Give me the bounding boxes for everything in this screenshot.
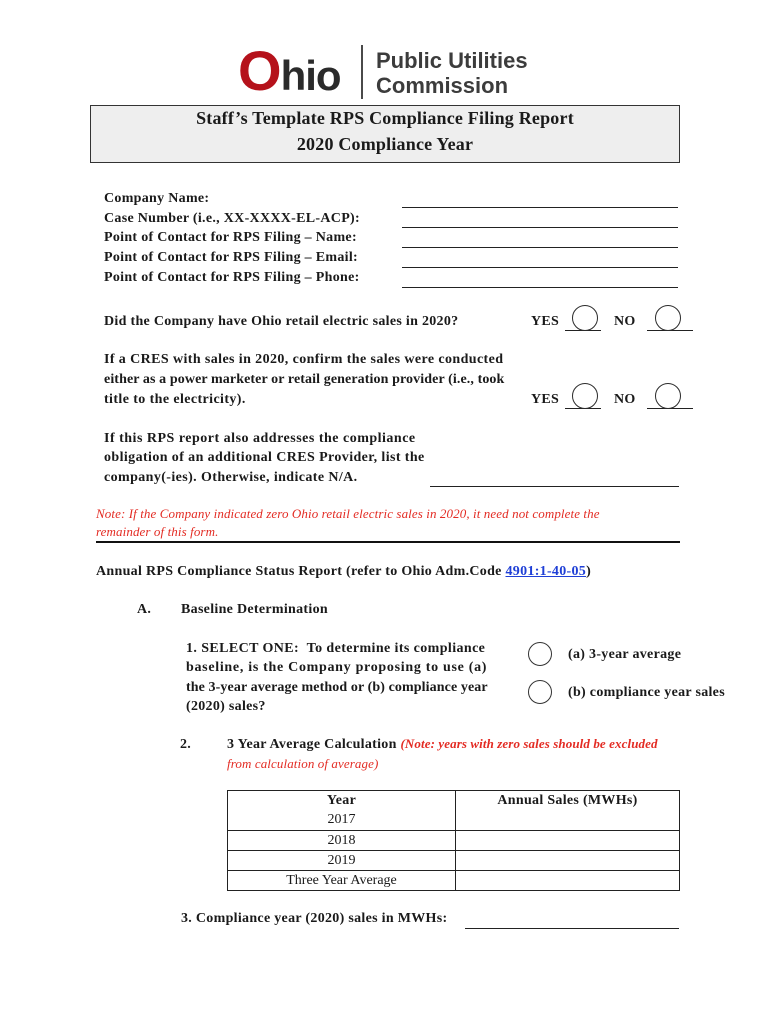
contact-name-label: Point of Contact for RPS Filing – Name: bbox=[104, 230, 357, 245]
section-heading-text: Annual RPS Compliance Status Report (refer to Ohio Adm.Code bbox=[96, 564, 506, 579]
contact-name-field[interactable] bbox=[402, 230, 678, 248]
ohio-sales-yes-label: YES bbox=[531, 314, 560, 329]
section-heading bbox=[96, 562, 591, 582]
item1-line1: 1. SELECT ONE: To determine its compliance bbox=[186, 641, 486, 656]
item1-line3: the 3-year average method or (b) compliance year bbox=[186, 680, 488, 695]
annual-sales-input[interactable] bbox=[456, 851, 679, 869]
title-box bbox=[90, 105, 680, 163]
cres-question-line1: If a CRES with sales in 2020, confirm the sales were conducted bbox=[104, 352, 504, 367]
compliance-year-sales-option-label: (b) compliance year sales bbox=[568, 685, 725, 700]
item2-note-line1: (Note: years with zero sales should be excluded bbox=[400, 736, 658, 751]
ohio-sales-no-radio[interactable] bbox=[655, 305, 681, 331]
cres-yes-label: YES bbox=[531, 392, 560, 407]
table-row bbox=[228, 871, 680, 891]
ohio-wordmark-logo: Ohio bbox=[238, 39, 341, 102]
table-cell-annual-sales bbox=[456, 851, 680, 871]
item2-note-line2: from calculation of average) bbox=[227, 756, 379, 771]
three-year-average-option-label: (a) 3-year average bbox=[568, 647, 682, 662]
logo-divider bbox=[361, 45, 363, 99]
logo-org-line2: Commission bbox=[376, 73, 509, 98]
table-header-year: Year bbox=[228, 791, 456, 811]
item2-heading bbox=[227, 735, 658, 755]
report-title: Staff’s Template RPS Compliance Filing Report bbox=[196, 108, 574, 128]
ohio-sales-question: Did the Company have Ohio retail electric sales in 2020? bbox=[104, 314, 459, 329]
contact-email-field[interactable] bbox=[402, 250, 678, 268]
table-header-annual-sales: Annual Sales (MWHs) bbox=[456, 791, 680, 811]
part-a-title: Baseline Determination bbox=[181, 602, 328, 617]
cres-yes-radio[interactable] bbox=[572, 383, 598, 409]
part-a-letter: A. bbox=[137, 602, 152, 617]
table-row bbox=[228, 811, 680, 831]
cres-question-line3: title to the electricity). bbox=[104, 392, 246, 407]
item2-title: 3 Year Average Calculation bbox=[227, 737, 397, 752]
table-cell-year: 2017 bbox=[228, 811, 456, 831]
additional-cres-line1: If this RPS report also addresses the compliance bbox=[104, 431, 416, 446]
table-cell-year: Three Year Average bbox=[228, 871, 456, 891]
zero-sales-note-line2: remainder of this form. bbox=[96, 524, 219, 539]
cres-no-radio[interactable] bbox=[655, 383, 681, 409]
table-cell-year: 2019 bbox=[228, 851, 456, 871]
annual-sales-input[interactable] bbox=[456, 811, 679, 829]
three-year-average-table bbox=[227, 790, 680, 891]
table-cell-year: 2018 bbox=[228, 831, 456, 851]
section-heading-suffix: ) bbox=[586, 564, 592, 579]
adm-code-link[interactable]: 4901:1-40-05 bbox=[505, 564, 587, 579]
additional-cres-line3: company(-ies). Otherwise, indicate N/A. bbox=[104, 470, 358, 485]
item1-line4: (2020) sales? bbox=[186, 699, 266, 714]
case-number-label: Case Number (i.e., XX-XXXX-EL-ACP): bbox=[104, 211, 360, 226]
three-year-average-radio[interactable] bbox=[528, 642, 552, 666]
company-name-label: Company Name: bbox=[104, 191, 210, 206]
contact-phone-field[interactable] bbox=[402, 270, 678, 288]
annual-sales-input[interactable] bbox=[456, 871, 679, 889]
item1-line2: baseline, is the Company proposing to use (a) bbox=[186, 660, 488, 675]
table-cell-annual-sales bbox=[456, 811, 680, 831]
additional-cres-line2: obligation of an additional CRES Provider, list the bbox=[104, 450, 425, 465]
ohio-sales-no-label: NO bbox=[614, 314, 636, 329]
section-divider bbox=[96, 541, 680, 543]
annual-sales-input[interactable] bbox=[456, 831, 679, 849]
table-cell-annual-sales bbox=[456, 831, 680, 851]
additional-cres-field[interactable] bbox=[430, 469, 679, 487]
table-row bbox=[228, 831, 680, 851]
compliance-year-sales-field[interactable] bbox=[465, 911, 679, 929]
cres-question-line2: either as a power marketer or retail generation provider (i.e., took bbox=[104, 372, 505, 387]
cres-no-label: NO bbox=[614, 392, 636, 407]
item2-number: 2. bbox=[180, 737, 192, 752]
report-subtitle: 2020 Compliance Year bbox=[296, 134, 474, 154]
zero-sales-note-line1: Note: If the Company indicated zero Ohio retail electric sales in 2020, it need not complete the bbox=[96, 506, 600, 521]
compliance-year-sales-label: 3. Compliance year (2020) sales in MWHs: bbox=[181, 911, 448, 926]
contact-phone-label: Point of Contact for RPS Filing – Phone: bbox=[104, 270, 360, 285]
company-name-field[interactable] bbox=[402, 190, 678, 208]
logo-org-line1: Public Utilities bbox=[376, 48, 528, 73]
table-row bbox=[228, 851, 680, 871]
contact-email-label: Point of Contact for RPS Filing – Email: bbox=[104, 250, 359, 265]
ohio-sales-yes-radio[interactable] bbox=[572, 305, 598, 331]
table-cell-annual-sales bbox=[456, 871, 680, 891]
compliance-year-sales-radio[interactable] bbox=[528, 680, 552, 704]
case-number-field[interactable] bbox=[402, 210, 678, 228]
table-header-row bbox=[228, 791, 680, 811]
